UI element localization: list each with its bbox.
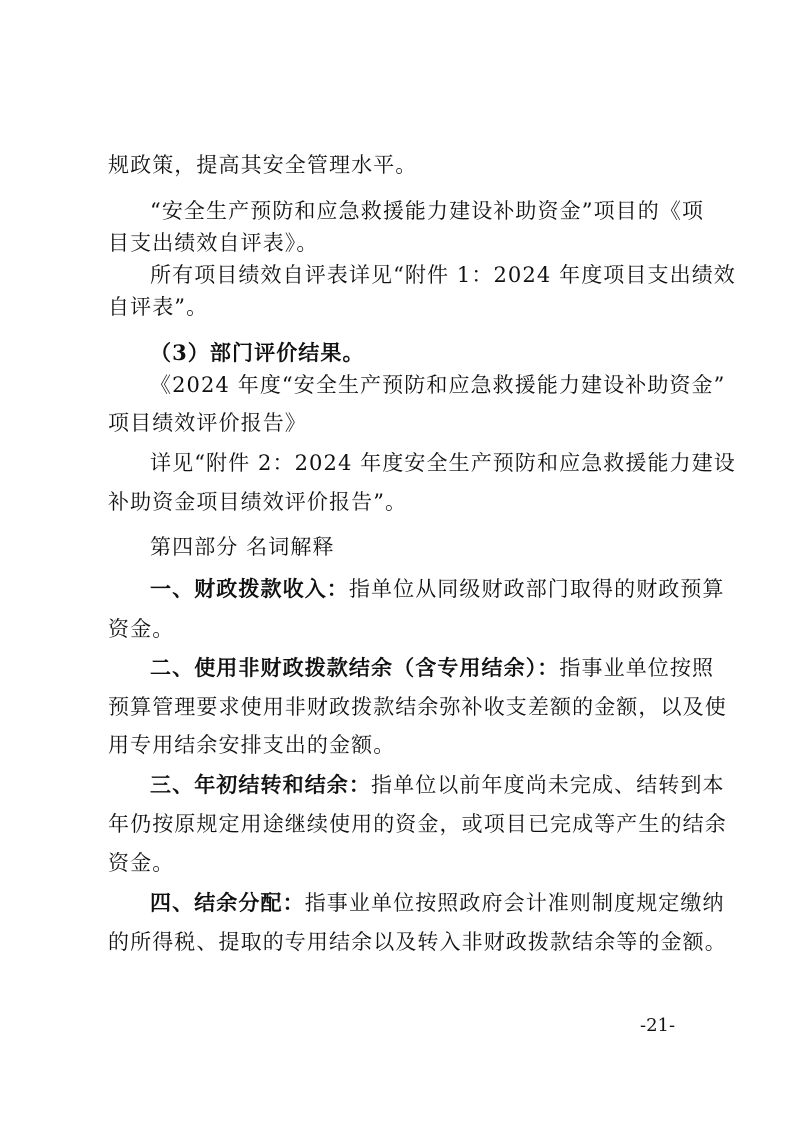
definition-text: 指单位以前年度尚未完成、结转到本: [371, 773, 725, 797]
page-number: -21-: [640, 1015, 676, 1036]
definition-line: [150, 888, 725, 918]
text-line: 年仍按原规定用途继续使用的资金，或项目已完成等产生的结余: [108, 812, 727, 836]
part-heading: 第四部分 名词解释: [150, 535, 335, 559]
term: 二、使用非财政拨款结余（含专用结余）：: [150, 655, 560, 680]
definition-line: [150, 574, 725, 604]
text-line: 资金。: [108, 851, 175, 875]
text-line: 预算管理要求使用非财政拨款结余弥补收支差额的金额，以及使: [108, 695, 727, 719]
section-heading: （3）部门评价结果。: [150, 340, 365, 365]
text-line: 用专用结余安排支出的金额。: [108, 733, 396, 757]
text-line: 自评表”。: [108, 295, 209, 319]
text-line: 的所得税、提取的专用结余以及转入非财政拨款结余等的金额。: [108, 930, 727, 954]
definition-line: [150, 653, 715, 683]
definition-text: 指单位从同级财政部门取得的财政预算: [348, 577, 725, 601]
text-line: 资金。: [108, 617, 175, 641]
text-line: 目支出绩效自评表》。: [108, 231, 319, 255]
text-line: 详见“附件 2：2024 年度安全生产预防和应急救援能力建设: [150, 451, 736, 475]
term: 三、年初结转和结余：: [150, 772, 371, 797]
definition-text: 指事业单位按照政府会计准则制度规定缴纳: [304, 891, 725, 915]
text-line: 所有项目绩效自评表详见“附件 1：2024 年度项目支出绩效: [150, 263, 736, 287]
text-line: 规政策，提高其安全管理水平。: [108, 153, 418, 177]
definition-line: [150, 770, 725, 800]
term: 一、财政拨款收入：: [150, 576, 349, 601]
text-line: 《2024 年度“安全生产预防和应急救援能力建设补助资金”: [150, 373, 726, 397]
text-line: 补助资金项目绩效评价报告”。: [108, 490, 408, 514]
term: 四、结余分配：: [150, 890, 305, 915]
definition-text: 指事业单位按照: [559, 656, 715, 680]
text-line: “安全生产预防和应急救援能力建设补助资金”项目的《项: [150, 199, 705, 223]
text-line: 项目绩效评价报告》: [108, 411, 307, 435]
